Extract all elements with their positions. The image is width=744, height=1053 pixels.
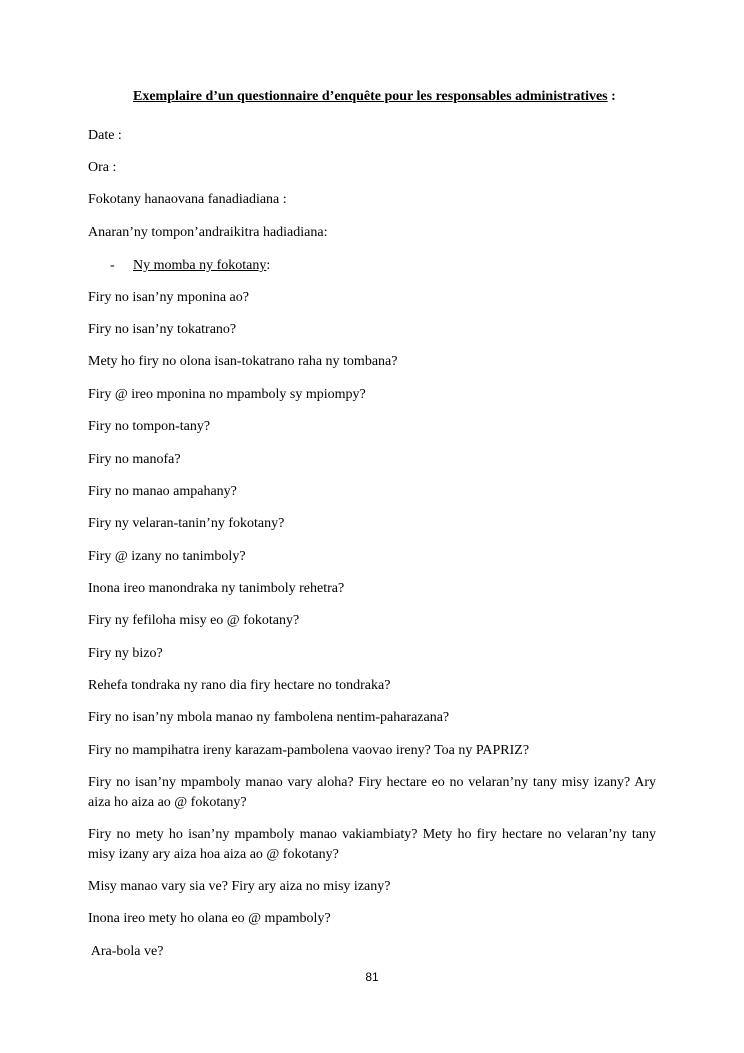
question-item: Firy no isan’ny mpamboly manao vary aloha? Firy hectare eo no velaran’ny tany misy izany? Ary aiza ho aiza ao @ fokotany? [88,775,656,810]
question-item: Firy @ izany no tanimboly? [88,549,246,564]
field-date: Date : [88,128,122,143]
question-item: Firy no isan’ny mbola manao ny fambolena nentim-paharazana? [88,710,450,725]
document-title [133,89,616,105]
question-item: Inona ireo manondraka ny tanimboly rehetra? [88,581,345,596]
question-item: Firy no manao ampahany? [88,484,237,499]
page-number: 81 [365,970,379,984]
field-ora: Ora : [88,160,117,175]
field-responsable: Anaran’ny tompon’andraikitra hadiadiana: [88,225,328,240]
field-fokotany: Fokotany hanaovana fanadiadiana : [88,192,287,207]
question-item: Firy no isan’ny mponina ao? [88,290,249,305]
section-heading [133,256,270,276]
question-item: Firy no manofa? [88,452,181,467]
question-item: Misy manao vary sia ve? Firy ary aiza no misy izany? [88,879,391,894]
question-item: Inona ireo mety ho olana eo @ mpamboly? [88,911,331,926]
question-item: Firy no mety ho isan’ny mpamboly manao vakiambiaty? Mety ho firy hectare no velaran’ny tany misy izany ary aiza hoa aiza ao @ fokotany? [88,827,656,862]
question-item: Firy ny bizo? [88,646,163,661]
question-item: Firy @ ireo mponina no mpamboly sy mpiompy? [88,387,366,402]
question-item: Firy no mampihatra ireny karazam-pambolena vaovao ireny? Toa ny PAPRIZ? [88,743,530,758]
document-title-suffix: : [607,89,616,104]
section-bullet: - [110,258,115,273]
question-item: Firy ny fefiloha misy eo @ fokotany? [88,613,300,628]
section-heading-label: Ny momba ny fokotany [133,258,267,273]
question-item: Firy ny velaran-tanin’ny fokotany? [88,516,285,531]
question-item: Firy no isan’ny tokatrano? [88,322,237,337]
question-item: Ara-bola ve? [88,944,164,959]
document-title-text: Exemplaire d’un questionnaire d’enquête pour les responsables administratives [133,89,608,104]
question-item: Rehefa tondraka ny rano dia firy hectare no tondraka? [88,678,391,693]
section-heading-suffix: : [266,258,271,273]
question-item: Firy no tompon-tany? [88,419,211,434]
question-item: Mety ho firy no olona isan-tokatrano raha ny tombana? [88,354,398,369]
